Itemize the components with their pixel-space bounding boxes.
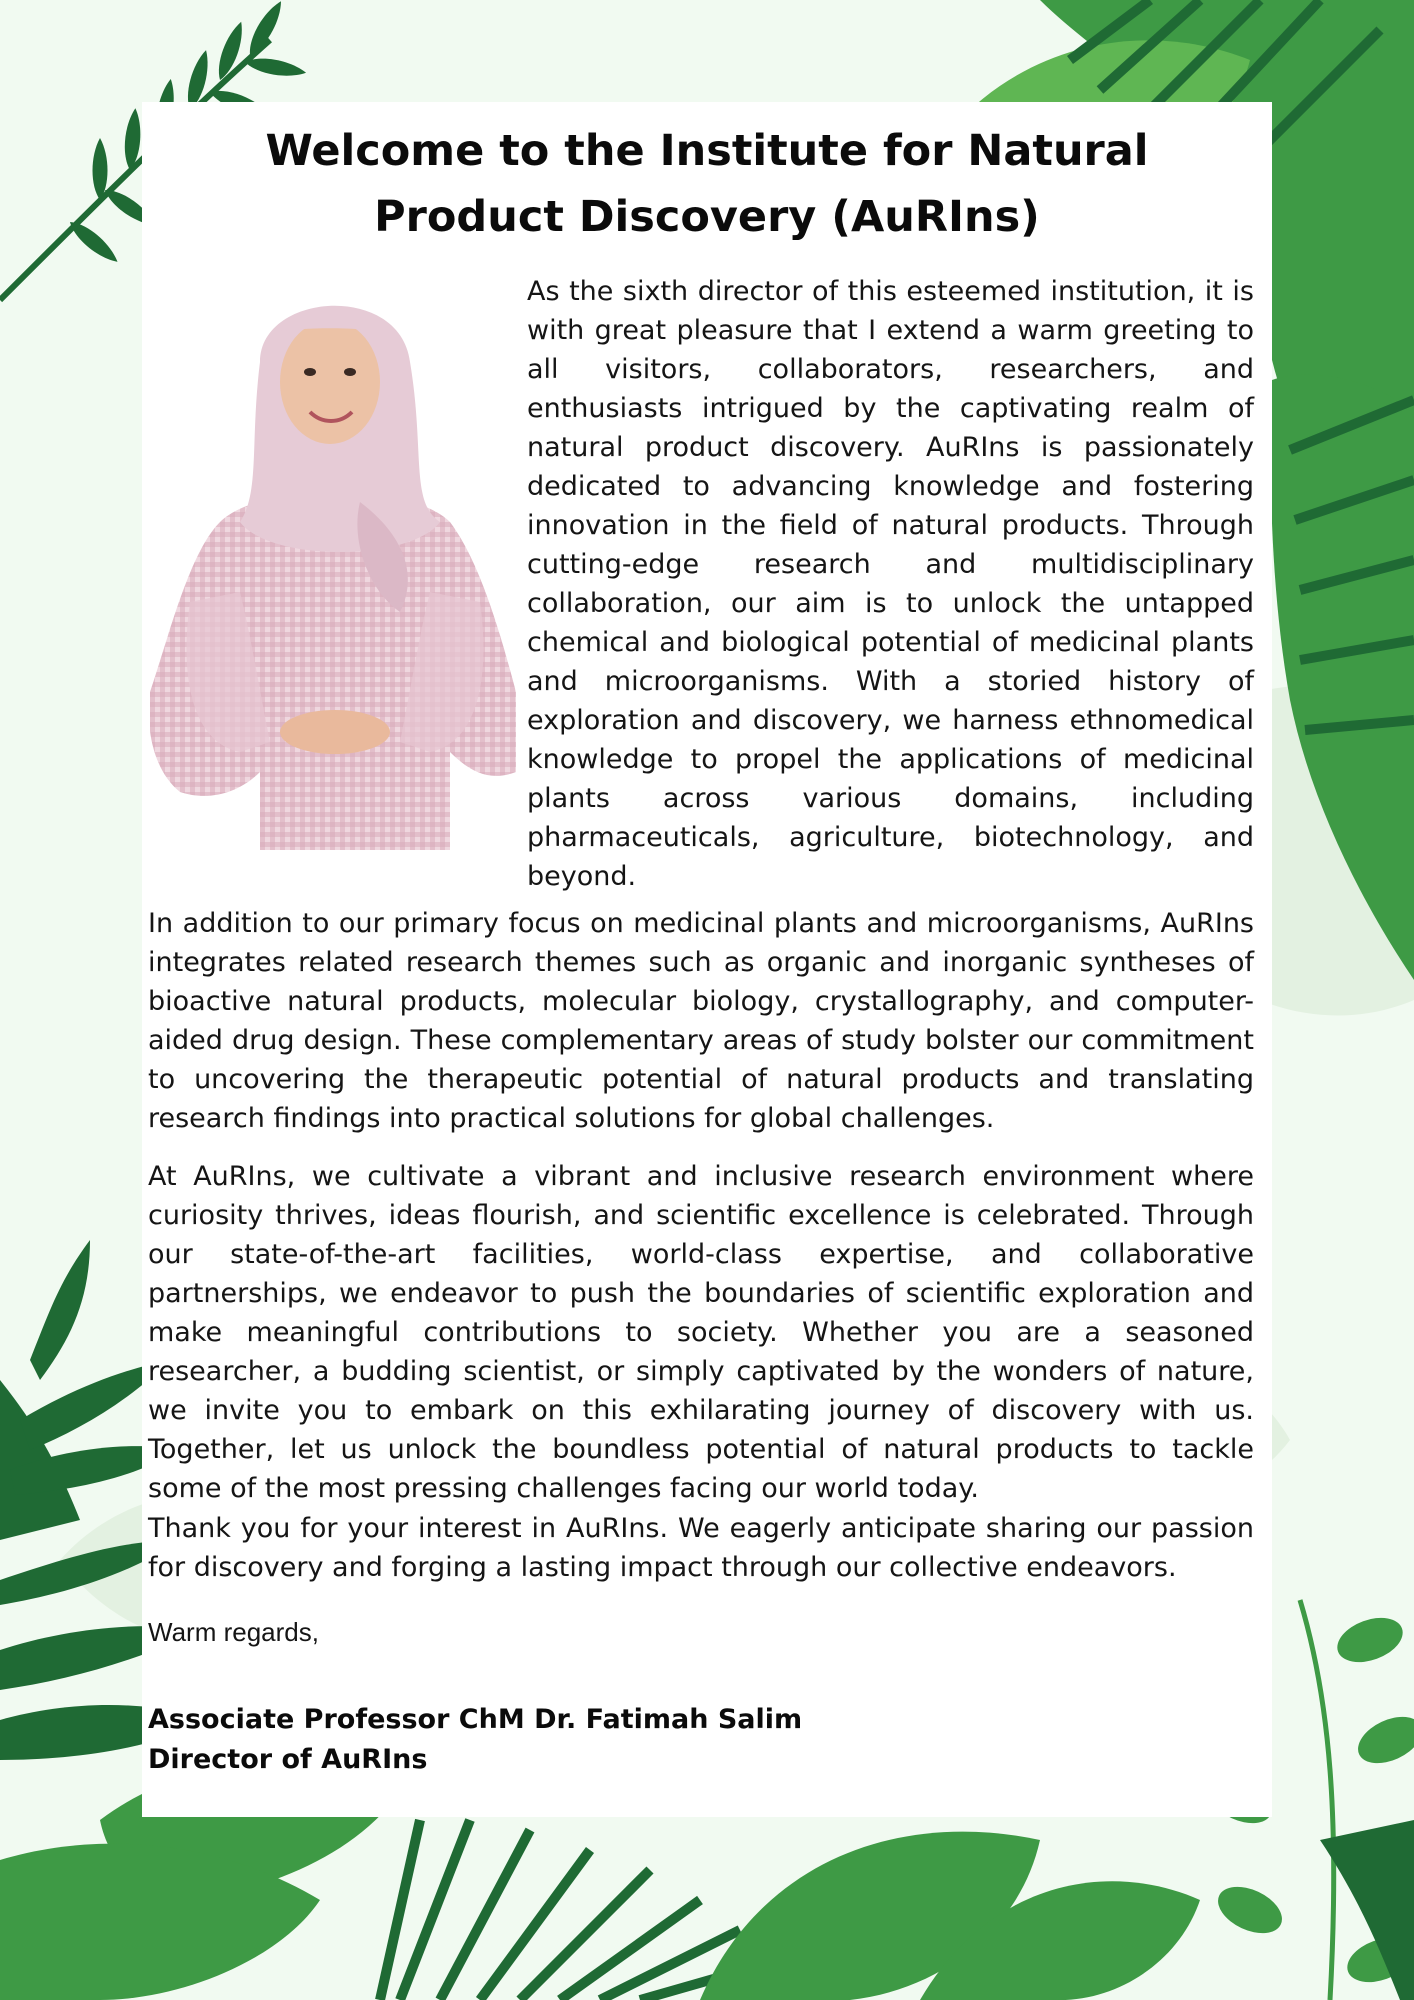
page-title — [142, 118, 1272, 250]
bottom-leaf-icon — [700, 1832, 1200, 2000]
thanks-paragraph: Thank you for your interest in AuRIns. We eagerly anticipate sharing our passion for discovery and forging a lasting impact through our collective endeavors. — [148, 1513, 1254, 1583]
intro-paragraph: As the sixth director of this esteemed institution, it is with great pleasure that I extend a warm greeting to all visitors, collaborators, researchers, and enthusiasts intrigued by the captivating realm of natural product discovery. AuRIns is passionately dedicated to advancing knowledge and fostering innovation in the field of natural products. Through cutting-edge research and multidisciplinary collaboration, our aim is to unlock the untapped chemical and biological potential of medicinal plants and microorganisms. With a storied history of exploration and discovery, we harness ethnomedical knowledge to propel the applications of medicinal plants across various domains, including pharmaceuticals, agriculture, biotechnology, and beyond. — [527, 276, 1254, 892]
title-line-2: Product Discovery (AuRIns) — [374, 192, 1040, 242]
signature-block — [148, 1700, 1048, 1780]
signatory-name: Associate Professor ChM Dr. Fatimah Salim — [148, 1704, 803, 1735]
director-portrait — [150, 272, 516, 850]
research-themes-paragraph: In addition to our primary focus on medicinal plants and microorganisms, AuRIns integrates related research themes such as organic and inorganic syntheses of bioactive natural products, molecular biology, crystallography, and computer-aided drug design. These complementary areas of study bolster our commitment to uncovering the therapeutic potential of natural products and translating research findings into practical solutions for global challenges. — [148, 908, 1254, 1134]
closing-regards: Warm regards, — [148, 1617, 319, 1647]
signatory-role: Director of AuRIns — [148, 1744, 428, 1775]
title-line-1: Welcome to the Institute for Natural — [265, 126, 1149, 176]
environment-paragraph: At AuRIns, we cultivate a vibrant and inclusive research environment where curiosity thrives, ideas flourish, and scientific excellence is celebrated. Through our state-of-the-art facilities, world-class expertise, and collaborative partnerships, we endeavor to push the boundaries of scientific exploration and make meaningful contributions to society. Whether you are a seasoned researcher, a budding scientist, or simply captivated by the wonders of nature, we invite you to embark on this exhilarating journey of discovery with us. Together, let us unlock the boundless potential of natural products to tackle some of the most pressing challenges facing our world today. — [148, 1161, 1254, 1504]
